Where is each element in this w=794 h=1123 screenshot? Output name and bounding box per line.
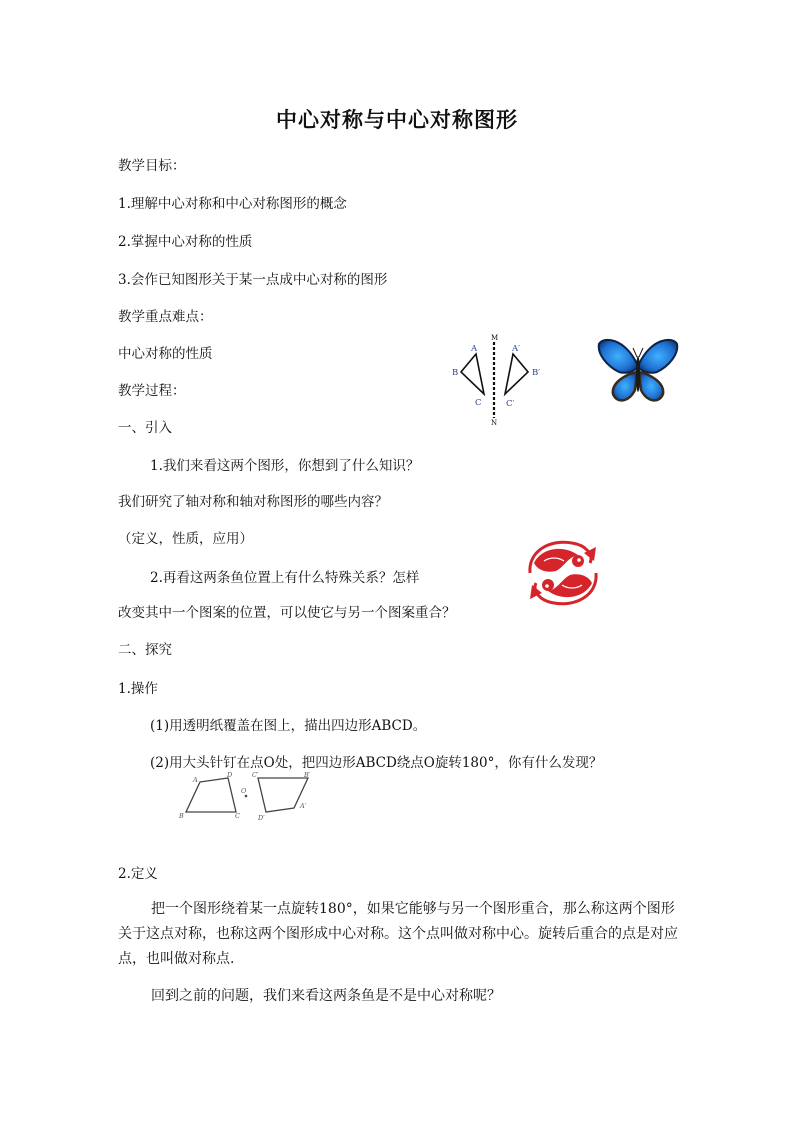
process-heading: 教学过程： [118, 383, 186, 399]
definition-heading: 2.定义 [118, 866, 158, 882]
intro-question-3-cont: 改变其中一个图案的位置，可以使它与另一个图案重合？ [118, 605, 456, 621]
label-n: N [491, 419, 498, 427]
quad-label-b-prime: B′ [304, 771, 311, 779]
center-point-o [245, 795, 248, 798]
papercut-fish-image [520, 533, 606, 613]
intro-question-3: 2.再看这两条鱼位置上有什么特殊关系？怎样 [150, 570, 420, 586]
triangle-abc-prime [505, 354, 528, 394]
label-c-prime: C′ [506, 399, 515, 409]
triangle-abc [461, 354, 484, 394]
quad-label-a-prime: A′ [300, 802, 307, 810]
quad-label-c-prime: C′ [252, 771, 259, 779]
operation-heading: 1.操作 [118, 681, 158, 697]
intro-answer: （定义，性质，应用） [118, 531, 253, 547]
definition-text: 把一个图形绕着某一点旋转180°，如果它能够与另一个图形重合，那么称这两个图形关于这点对称，也称这两个图形成中心对称。这个点叫做对称中心。旋转后重合的点是对应点，也叫做对称点. [118, 901, 678, 967]
teaching-goal-heading: 教学目标： [118, 158, 186, 174]
key-points-text: 中心对称的性质 [118, 346, 213, 362]
label-a: A [471, 344, 478, 354]
key-points-heading: 教学重点难点： [118, 309, 213, 325]
quad-label-d-prime: D′ [258, 814, 265, 822]
intro-question-1: 1.我们来看这两个图形，你想到了什么知识？ [150, 458, 420, 474]
section-intro-heading: 一、引入 [118, 420, 172, 436]
axial-symmetry-diagram [446, 330, 546, 430]
section-explore-heading: 二、探究 [118, 642, 172, 658]
quad-label-c: C [235, 812, 240, 820]
operation-step-2: (2)用大头针钉在点O处，把四边形ABCD绕点O旋转180°，你有什么发现？ [150, 755, 603, 771]
quad-label-o: O [241, 787, 247, 795]
quad-label-d: D [227, 771, 233, 779]
operation-step-1: (1)用透明纸覆盖在图上，描出四边形ABCD。 [150, 718, 427, 734]
goal-item-3: 3.会作已知图形关于某一点成中心对称的图形 [118, 272, 388, 288]
closing-question: 回到之前的问题，我们来看这两条鱼是不是中心对称呢？ [151, 988, 501, 1004]
label-b: B [452, 368, 459, 378]
page-title: 中心对称与中心对称图形 [276, 107, 518, 132]
label-a-prime: A′ [512, 344, 521, 354]
quadrilateral-rotation-diagram [178, 770, 316, 824]
label-m: M [491, 334, 499, 342]
quad-label-a: A [193, 776, 198, 784]
goal-item-1: 1.理解中心对称和中心对称图形的概念 [118, 196, 347, 212]
butterfly-image [595, 334, 681, 408]
label-c: C [475, 398, 482, 408]
intro-question-2: 我们研究了轴对称和轴对称图形的哪些内容？ [118, 494, 388, 510]
label-b-prime: B′ [532, 368, 541, 378]
quad-label-b: B [179, 812, 184, 820]
goal-item-2: 2.掌握中心对称的性质 [118, 234, 253, 250]
